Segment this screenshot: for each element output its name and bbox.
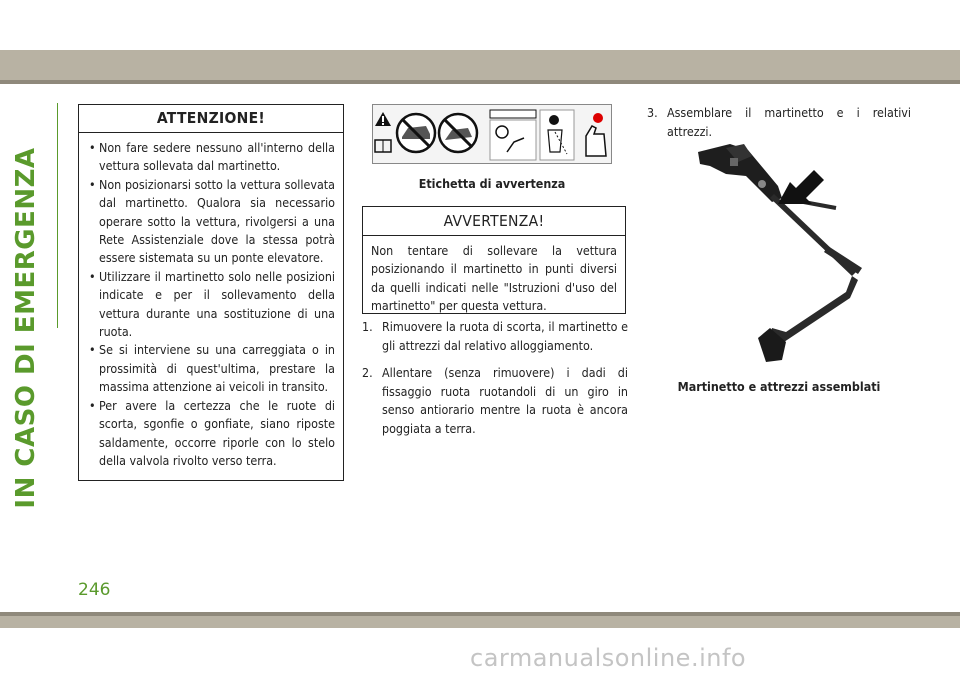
warning-box — [362, 206, 626, 314]
attention-item: • Non posizionarsi sotto la vettura sollevata dal martinetto. Qualora sia necessario operare sotto la vettura, rivolgersi a una Rete Assistenziale dove la stessa potrà essere sistemata su un ponte elevatore. — [89, 176, 335, 268]
attention-item: • Utilizzare il martinetto solo nelle posizioni indicate e per il sollevamento della vettura durante una sostituzione di una ruota. — [89, 268, 335, 342]
warning-sticker-image — [372, 104, 612, 164]
attention-heading: ATTENZIONE! — [79, 105, 343, 133]
steps-list-continued — [647, 104, 911, 141]
jack-caption: Martinetto e attrezzi assemblati — [677, 379, 881, 394]
no-person-under-car-icon — [397, 114, 435, 152]
warning-heading: AVVERTENZA! — [363, 207, 625, 236]
step-item — [362, 318, 628, 355]
arrow-icon — [778, 170, 824, 204]
step-number: 1. — [362, 319, 373, 334]
header-band — [0, 50, 960, 80]
attention-item: • Non fare sedere nessuno all'interno della vettura sollevata dal martinetto. — [89, 139, 335, 176]
no-jack-misuse-icon — [439, 114, 477, 152]
steps-list — [362, 318, 628, 448]
step-number: 2. — [362, 365, 373, 381]
step-number: 3. — [647, 105, 658, 120]
step-item — [362, 364, 628, 438]
page-number: 246 — [78, 580, 111, 600]
parking-jack-diagram-icon — [490, 110, 536, 160]
sticker-caption: Etichetta di avvertenza — [418, 176, 566, 191]
step-item — [647, 104, 911, 141]
attention-item: • Per avere la certezza che le ruote di scorta, sgonfie o gonfiate, siano riposte saldamente, occorre riporle con lo stelo della valvola rivolto verso terra. — [89, 397, 335, 471]
attention-list — [79, 139, 343, 470]
jack-position-diagram-icon — [540, 110, 574, 160]
section-rule — [57, 103, 58, 328]
header-rule — [0, 80, 960, 84]
step-text: Allentare (senza rimuovere) i dadi di fissaggio ruota ruotandoli di un giro in senso antiorario mentre la ruota è ancora poggiata a terra. — [382, 365, 628, 436]
watermark: carmanualsonline.info — [470, 644, 747, 672]
warning-text: Non tentare di sollevare la vettura posizionando il martinetto in punti diversi da quelli indicati nelle "Istruzioni d'uso del martinetto" per questa vettura. — [371, 243, 617, 314]
step-text: Assemblare il martinetto e i relativi attrezzi. — [667, 105, 911, 139]
footer-band — [0, 616, 960, 628]
step-text: Rimuovere la ruota di scorta, il martinetto e gli attrezzi dal relativo alloggiamento. — [382, 319, 628, 353]
section-title: IN CASO DI EMERGENZA — [11, 147, 41, 509]
jack-tools-image — [686, 142, 886, 374]
attention-box — [78, 104, 344, 481]
attention-item: • Se si interviene su una carreggiata o in prossimità di quest'ultima, prestare la massima attenzione ai veicoli in transito. — [89, 341, 335, 396]
